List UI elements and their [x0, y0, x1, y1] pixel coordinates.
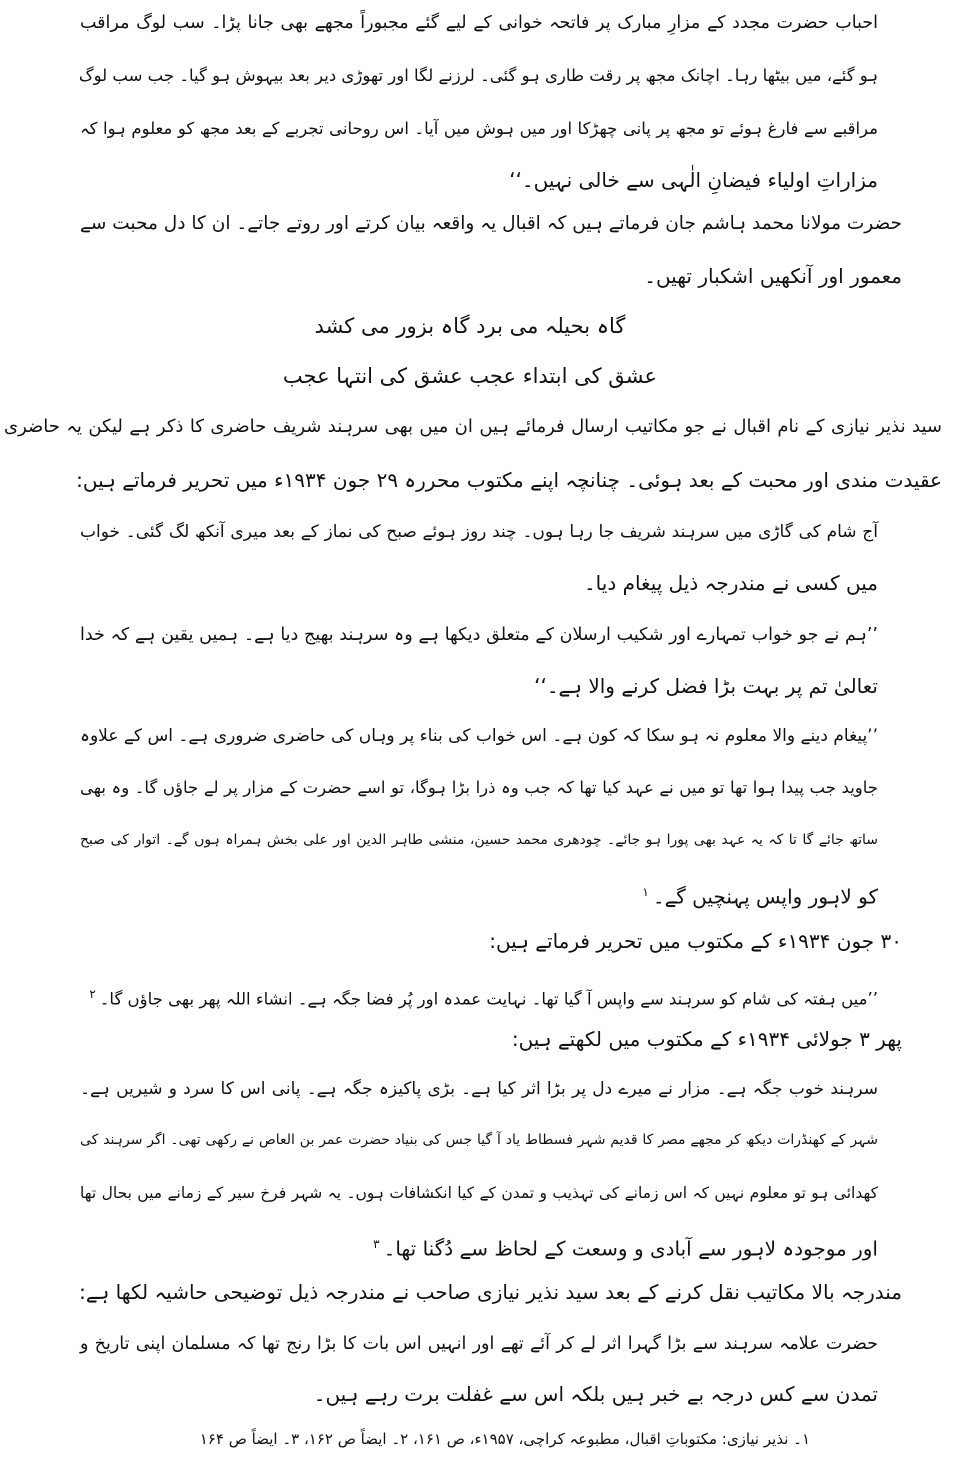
text-segment: ’’میں ہفتہ کی شام کو سرہند سے واپس آ گیا تھا۔ نہایت عمدہ اور پُر فضا جگہ ہے۔ انشاء اللہ پھر بھی جاؤں گا۔ — [99, 989, 878, 1009]
text-line: کھدائی ہو تو معلوم نہیں کہ اس زمانے کی تہذیب و تمدن کے کیا انکشافات ہوں۔ یہ شہر فرخ سیر کے زمانے میں بحال تھا — [80, 1184, 878, 1202]
verse-line: گاہ بحیلہ می برد گاہ بزور می کشد — [314, 314, 626, 338]
text-line — [80, 977, 878, 1011]
text-line: عقیدت مندی اور محبت کے بعد ہوئی۔ چنانچہ اپنے مکتوب محررہ ۲۹ جون ۱۹۳۴ء میں تحریر فرماتے ہیں: — [76, 468, 942, 492]
text-line: ہو گئے، میں بیٹھا رہا۔ اچانک مجھ پر رقت طاری ہو گئی۔ لرزنے لگا اور تھوڑی دیر بعد بیہوش ہو گیا۔ جب سب لوگ — [78, 66, 878, 85]
text-line: حضرت مولانا محمد ہاشم جان فرماتے ہیں کہ اقبال یہ واقعہ بیان کرتے اور روتے جاتے۔ ان کا دل محبت سے — [80, 213, 902, 234]
footnote: ۱۔ نذیر نیازی: مکتوباتِ اقبال، مطبوعہ کراچی، ۱۹۵۷ء، ص ۱۶۱، ۲۔ ایضاً ص ۱۶۲، ۳۔ ایضاً ص ۱۶۴ — [199, 1430, 810, 1448]
text-line: ساتھ جائے گا تا کہ یہ عہد بھی پورا ہو جائے۔ چودھری محمد حسین، منشی طاہر الدین اور علی بخش ہمراہ ہوں گے۔ اتوار کی صبح — [80, 832, 878, 848]
text-line: شہر کے کھنڈرات دیکھ کر مجھے مصر کا قدیم شہر فسطاط یاد آ گیا جس کی بنیاد حضرت عمر بن العاص نے رکھی تھی۔ اگر سرہند کی — [80, 1132, 878, 1148]
text-line: حضرت علامہ سرہند سے بڑا گہرا اثر لے کر آئے تھے اور انہیں اس بات کا بڑا رنج تھا کہ مسلمان اپنی تاریخ و — [80, 1334, 878, 1354]
text-line: معمور اور آنکھیں اشکبار تھیں۔ — [644, 264, 902, 288]
text-line: سرہند خوب جگہ ہے۔ مزار نے میرے دل پر بڑا اثر کیا ہے۔ بڑی پاکیزہ جگہ ہے۔ پانی اس کا سرد و شیریں ہے۔ — [80, 1079, 878, 1099]
text-line: جاوید جب پیدا ہوا تھا تو میں نے عہد کیا تھا کہ جب وہ ذرا بڑا ہوگا، تو اسے حضرت کے مزار پر لے جاؤں گا۔ وہ بھی — [80, 778, 878, 797]
text-line: میں کسی نے مندرجہ ذیل پیغام دیا۔ — [583, 571, 878, 595]
text-segment: اور موجودہ لاہور سے آبادی و وسعت کے لحاظ سے دُگنا تھا۔ — [383, 1236, 878, 1261]
verse-line: عشق کی ابتداء عجب عشق کی انتہا عجب — [282, 364, 658, 388]
text-line: سید نذیر نیازی کے نام اقبال نے جو مکاتیب ارسال فرمائے ہیں ان میں بھی سرہند شریف حاضری کا ذکر ہے لیکن یہ حاضری — [4, 416, 942, 437]
text-line: مندرجہ بالا مکاتیب نقل کرنے کے بعد سید نذیر نیازی صاحب نے مندرجہ ذیل توضیحی حاشیہ لکھا ہے: — [79, 1280, 902, 1304]
text-line: ۳۰ جون ۱۹۳۴ء کے مکتوب میں تحریر فرماتے ہیں: — [489, 929, 902, 953]
footnote-mark: ۳ — [373, 1237, 380, 1251]
text-line: پھر ۳ جولائی ۱۹۳۴ء کے مکتوب میں لکھتے ہیں: — [511, 1027, 902, 1051]
text-line: ’’پیغام دینے والا معلوم نہ ہو سکا کہ کون ہے۔ اس خواب کی بناء پر وہاں کی حاضری ضروری ہے۔ اس کے علاوہ — [80, 726, 878, 746]
text-line: تعالیٰ تم پر بہت بڑا فضل کرنے والا ہے۔‘‘ — [534, 674, 878, 698]
text-line — [80, 875, 878, 909]
text-line: ’’ہم نے جو خواب تمہارے اور شکیب ارسلان کے متعلق دیکھا ہے وہ سرہند بھیج دیا ہے۔ ہمیں یقین ہے کہ خدا — [80, 625, 878, 645]
footnote-mark: ۲ — [89, 987, 96, 1001]
text-line: مراقبے سے فارغ ہوئے تو مجھ پر پانی چھڑکا اور میں ہوش میں آیا۔ اس روحانی تجربے کے بعد مجھ کو معلوم ہوا کہ — [80, 119, 878, 138]
text-line: مزاراتِ اولیاء فیضانِ الٰہی سے خالی نہیں۔‘‘ — [509, 168, 878, 192]
text-line: تمدن سے کس درجہ بے خبر ہیں بلکہ اس سے غفلت برت رہے ہیں۔ — [313, 1382, 878, 1406]
text-line: احباب حضرت مجدد کے مزارِ مبارک پر فاتحہ خوانی کے لیے گئے مجبوراً مجھے بھی جانا پڑا۔ سب لوگ مراقب — [80, 13, 878, 33]
text-line: آج شام کی گاڑی میں سرہند شریف جا رہا ہوں۔ چند روز ہوئے صبح کی نماز کے بعد میری آنکھ لگ گئی۔ خواب — [80, 522, 878, 542]
footnote-mark: ۱ — [642, 885, 649, 899]
text-segment: کو لاہور واپس پہنچیں گے۔ — [652, 884, 878, 909]
text-line — [80, 1227, 878, 1261]
